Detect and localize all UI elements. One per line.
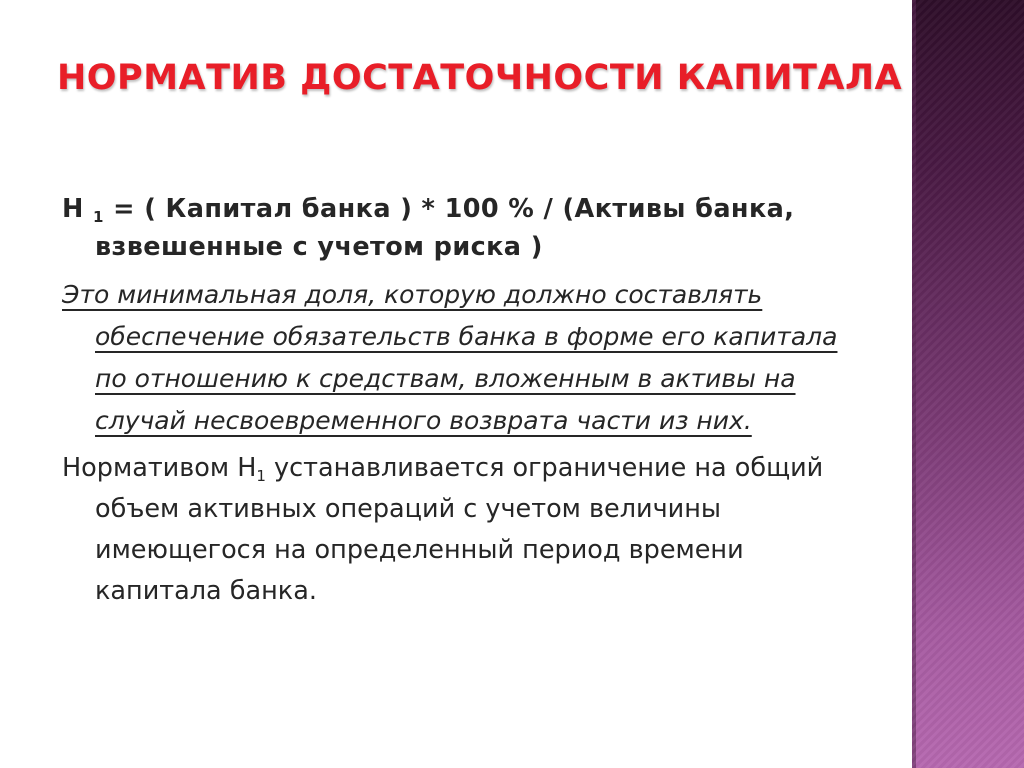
limit-paragraph [62, 448, 862, 612]
slide-body [62, 190, 862, 612]
formula-lead: Н [62, 194, 84, 224]
limit-text: устанавливается ограничение на общий объем активных операций с учетом величины имеющегося на определенный период времени капитала банка. [95, 453, 824, 606]
formula-text: = ( Капитал банка ) * 100 % / (Активы банка, взвешенные с учетом риска ) [95, 194, 795, 262]
limit-lead: Нормативом Н [62, 453, 257, 483]
formula-subscript: 1 [93, 208, 104, 226]
slide-title: НОРМАТИВ ДОСТАТОЧНОСТИ КАПИТАЛА [57, 58, 903, 98]
limit-subscript: 1 [256, 467, 266, 485]
decorative-side-bar [912, 0, 1024, 768]
definition-paragraph: Это минимальная доля, которую должно составлять обеспечение обязательств банка в форме его капитала по отношению к средствам, вложенным в активы на случай несвоевременного возврата части из них. [62, 280, 838, 435]
formula-paragraph [62, 190, 862, 266]
